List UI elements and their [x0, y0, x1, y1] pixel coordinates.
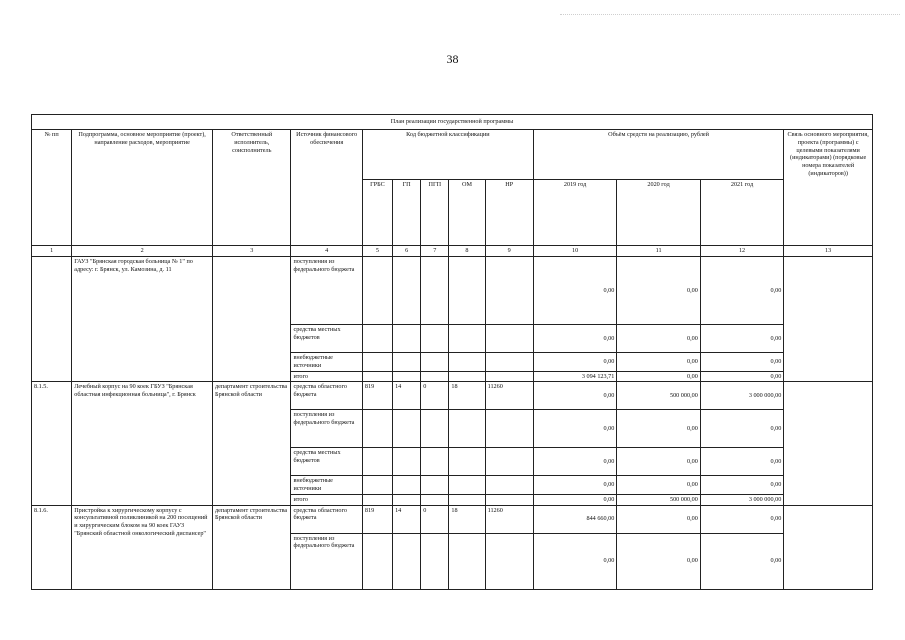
col-number: 3	[213, 246, 291, 257]
code-grbs: 819	[362, 382, 392, 410]
header-gp: ГП	[393, 180, 421, 246]
value-2019: 0,00	[533, 533, 616, 589]
source-cell: поступления из федерального бюджета	[291, 257, 362, 325]
page-number: 38	[446, 52, 459, 66]
col-number: 11	[617, 246, 700, 257]
value-2020: 500 000,00	[617, 382, 700, 410]
block-b-executor: департамент строительства Брянской области	[213, 382, 291, 505]
source-cell: внебюджетные источники	[291, 353, 362, 372]
col-number: 10	[533, 246, 616, 257]
table-row	[32, 257, 873, 325]
code-pgp: 0	[421, 505, 449, 533]
link-cell	[784, 257, 873, 382]
link-cell	[784, 382, 873, 505]
source-cell: средства областного бюджета	[291, 382, 362, 410]
header-np: НР	[485, 180, 533, 246]
source-cell: итого	[291, 371, 362, 382]
total-2021: 0,00	[700, 371, 783, 382]
header-executor: Ответственный исполнитель, соисполнитель	[213, 130, 291, 246]
total-2021: 3 000 000,00	[700, 494, 783, 505]
value-2019: 0,00	[533, 382, 616, 410]
table-row	[32, 505, 873, 533]
table-title: План реализации государственной программы	[32, 115, 873, 130]
header-2021: 2021 год	[700, 180, 783, 246]
source-cell: поступления из федерального бюджета	[291, 410, 362, 448]
header-om: ОМ	[449, 180, 485, 246]
code-gp: 14	[393, 382, 421, 410]
value-2020: 0,00	[617, 325, 700, 353]
total-2019: 3 094 123,71	[533, 371, 616, 382]
value-2020: 0,00	[617, 353, 700, 372]
total-2020: 500 000,00	[617, 494, 700, 505]
value-2021: 0,00	[700, 448, 783, 476]
value-2020: 0,00	[617, 476, 700, 495]
col-number: 12	[700, 246, 783, 257]
header-2019: 2019 год	[533, 180, 616, 246]
header-pgp: ПГП	[421, 180, 449, 246]
block-b-num: 8.1.5.	[32, 382, 72, 505]
header-name: Подпрограмма, основное мероприятие (проект), направление расходов, мероприятие	[72, 130, 213, 246]
code-grbs: 819	[362, 505, 392, 533]
col-number: 7	[421, 246, 449, 257]
header-sources: Источник финансового обеспечения	[291, 130, 362, 246]
source-cell: внебюджетные источники	[291, 476, 362, 495]
header-volume: Объём средств на реализацию, рублей	[533, 130, 783, 180]
value-2020: 0,00	[617, 505, 700, 533]
value-2020: 0,00	[617, 410, 700, 448]
col-number: 2	[72, 246, 213, 257]
source-cell: итого	[291, 494, 362, 505]
code-np: 11260	[485, 505, 533, 533]
value-2019: 0,00	[533, 353, 616, 372]
code-om: 18	[449, 382, 485, 410]
value-2021: 0,00	[700, 410, 783, 448]
value-2020: 0,00	[617, 257, 700, 325]
source-cell: поступления из федерального бюджета	[291, 533, 362, 589]
col-number: 8	[449, 246, 485, 257]
header-grbs: ГРБС	[362, 180, 392, 246]
header-link: Связь основного мероприятия, проекта (программы) с целевыми показателями (индикаторами) (порядковые номера показателей (индикаторов))	[784, 130, 873, 246]
block-c-num: 8.1.6.	[32, 505, 72, 589]
source-cell: средства местных бюджетов	[291, 325, 362, 353]
value-2021: 3 000 000,00	[700, 382, 783, 410]
total-2019: 0,00	[533, 494, 616, 505]
col-number: 9	[485, 246, 533, 257]
source-cell: средства областного бюджета	[291, 505, 362, 533]
value-2019: 0,00	[533, 257, 616, 325]
column-numbers-row	[32, 246, 873, 257]
value-2020: 0,00	[617, 448, 700, 476]
value-2020: 0,00	[617, 533, 700, 589]
block-a-name: ГАУЗ "Брянская городская больница № 1" по адресу: г. Брянск, ул. Камозина, д. 11	[72, 257, 213, 382]
col-number: 1	[32, 246, 72, 257]
code-pgp: 0	[421, 382, 449, 410]
code-om: 18	[449, 505, 485, 533]
header-num: № пп	[32, 130, 72, 246]
value-2021: 0,00	[700, 257, 783, 325]
value-2021: 0,00	[700, 353, 783, 372]
block-b-name: Лечебный корпус на 90 коек ГБУЗ "Брянская областная инфекционная больница", г. Брянск	[72, 382, 213, 505]
source-cell: средства местных бюджетов	[291, 448, 362, 476]
value-2021: 0,00	[700, 533, 783, 589]
col-number: 13	[784, 246, 873, 257]
block-c-name: Пристройка к хирургическому корпусу с консультативной поликлиникой на 200 посещений и хирургическим блоком на 90 коек ГАУЗ "Брянский областной онкологический диспансер"	[72, 505, 213, 589]
row-num-empty	[32, 257, 72, 382]
total-2020: 0,00	[617, 371, 700, 382]
col-number: 4	[291, 246, 362, 257]
value-2019: 844 660,00	[533, 505, 616, 533]
header-2020: 2020 год	[617, 180, 700, 246]
col-number: 5	[362, 246, 392, 257]
col-number: 6	[393, 246, 421, 257]
code-gp: 14	[393, 505, 421, 533]
value-2021: 0,00	[700, 476, 783, 495]
link-cell	[784, 505, 873, 589]
value-2019: 0,00	[533, 410, 616, 448]
value-2019: 0,00	[533, 448, 616, 476]
value-2021: 0,00	[700, 505, 783, 533]
value-2021: 0,00	[700, 325, 783, 353]
block-c-executor: департамент строительства Брянской области	[213, 505, 291, 589]
program-plan-table	[31, 114, 873, 590]
table-row	[32, 382, 873, 410]
block-a-executor	[213, 257, 291, 382]
code-np: 11260	[485, 382, 533, 410]
value-2019: 0,00	[533, 476, 616, 495]
header-budget-code: Код бюджетной классификации	[362, 130, 533, 180]
scan-artifact	[560, 14, 900, 19]
value-2019: 0,00	[533, 325, 616, 353]
